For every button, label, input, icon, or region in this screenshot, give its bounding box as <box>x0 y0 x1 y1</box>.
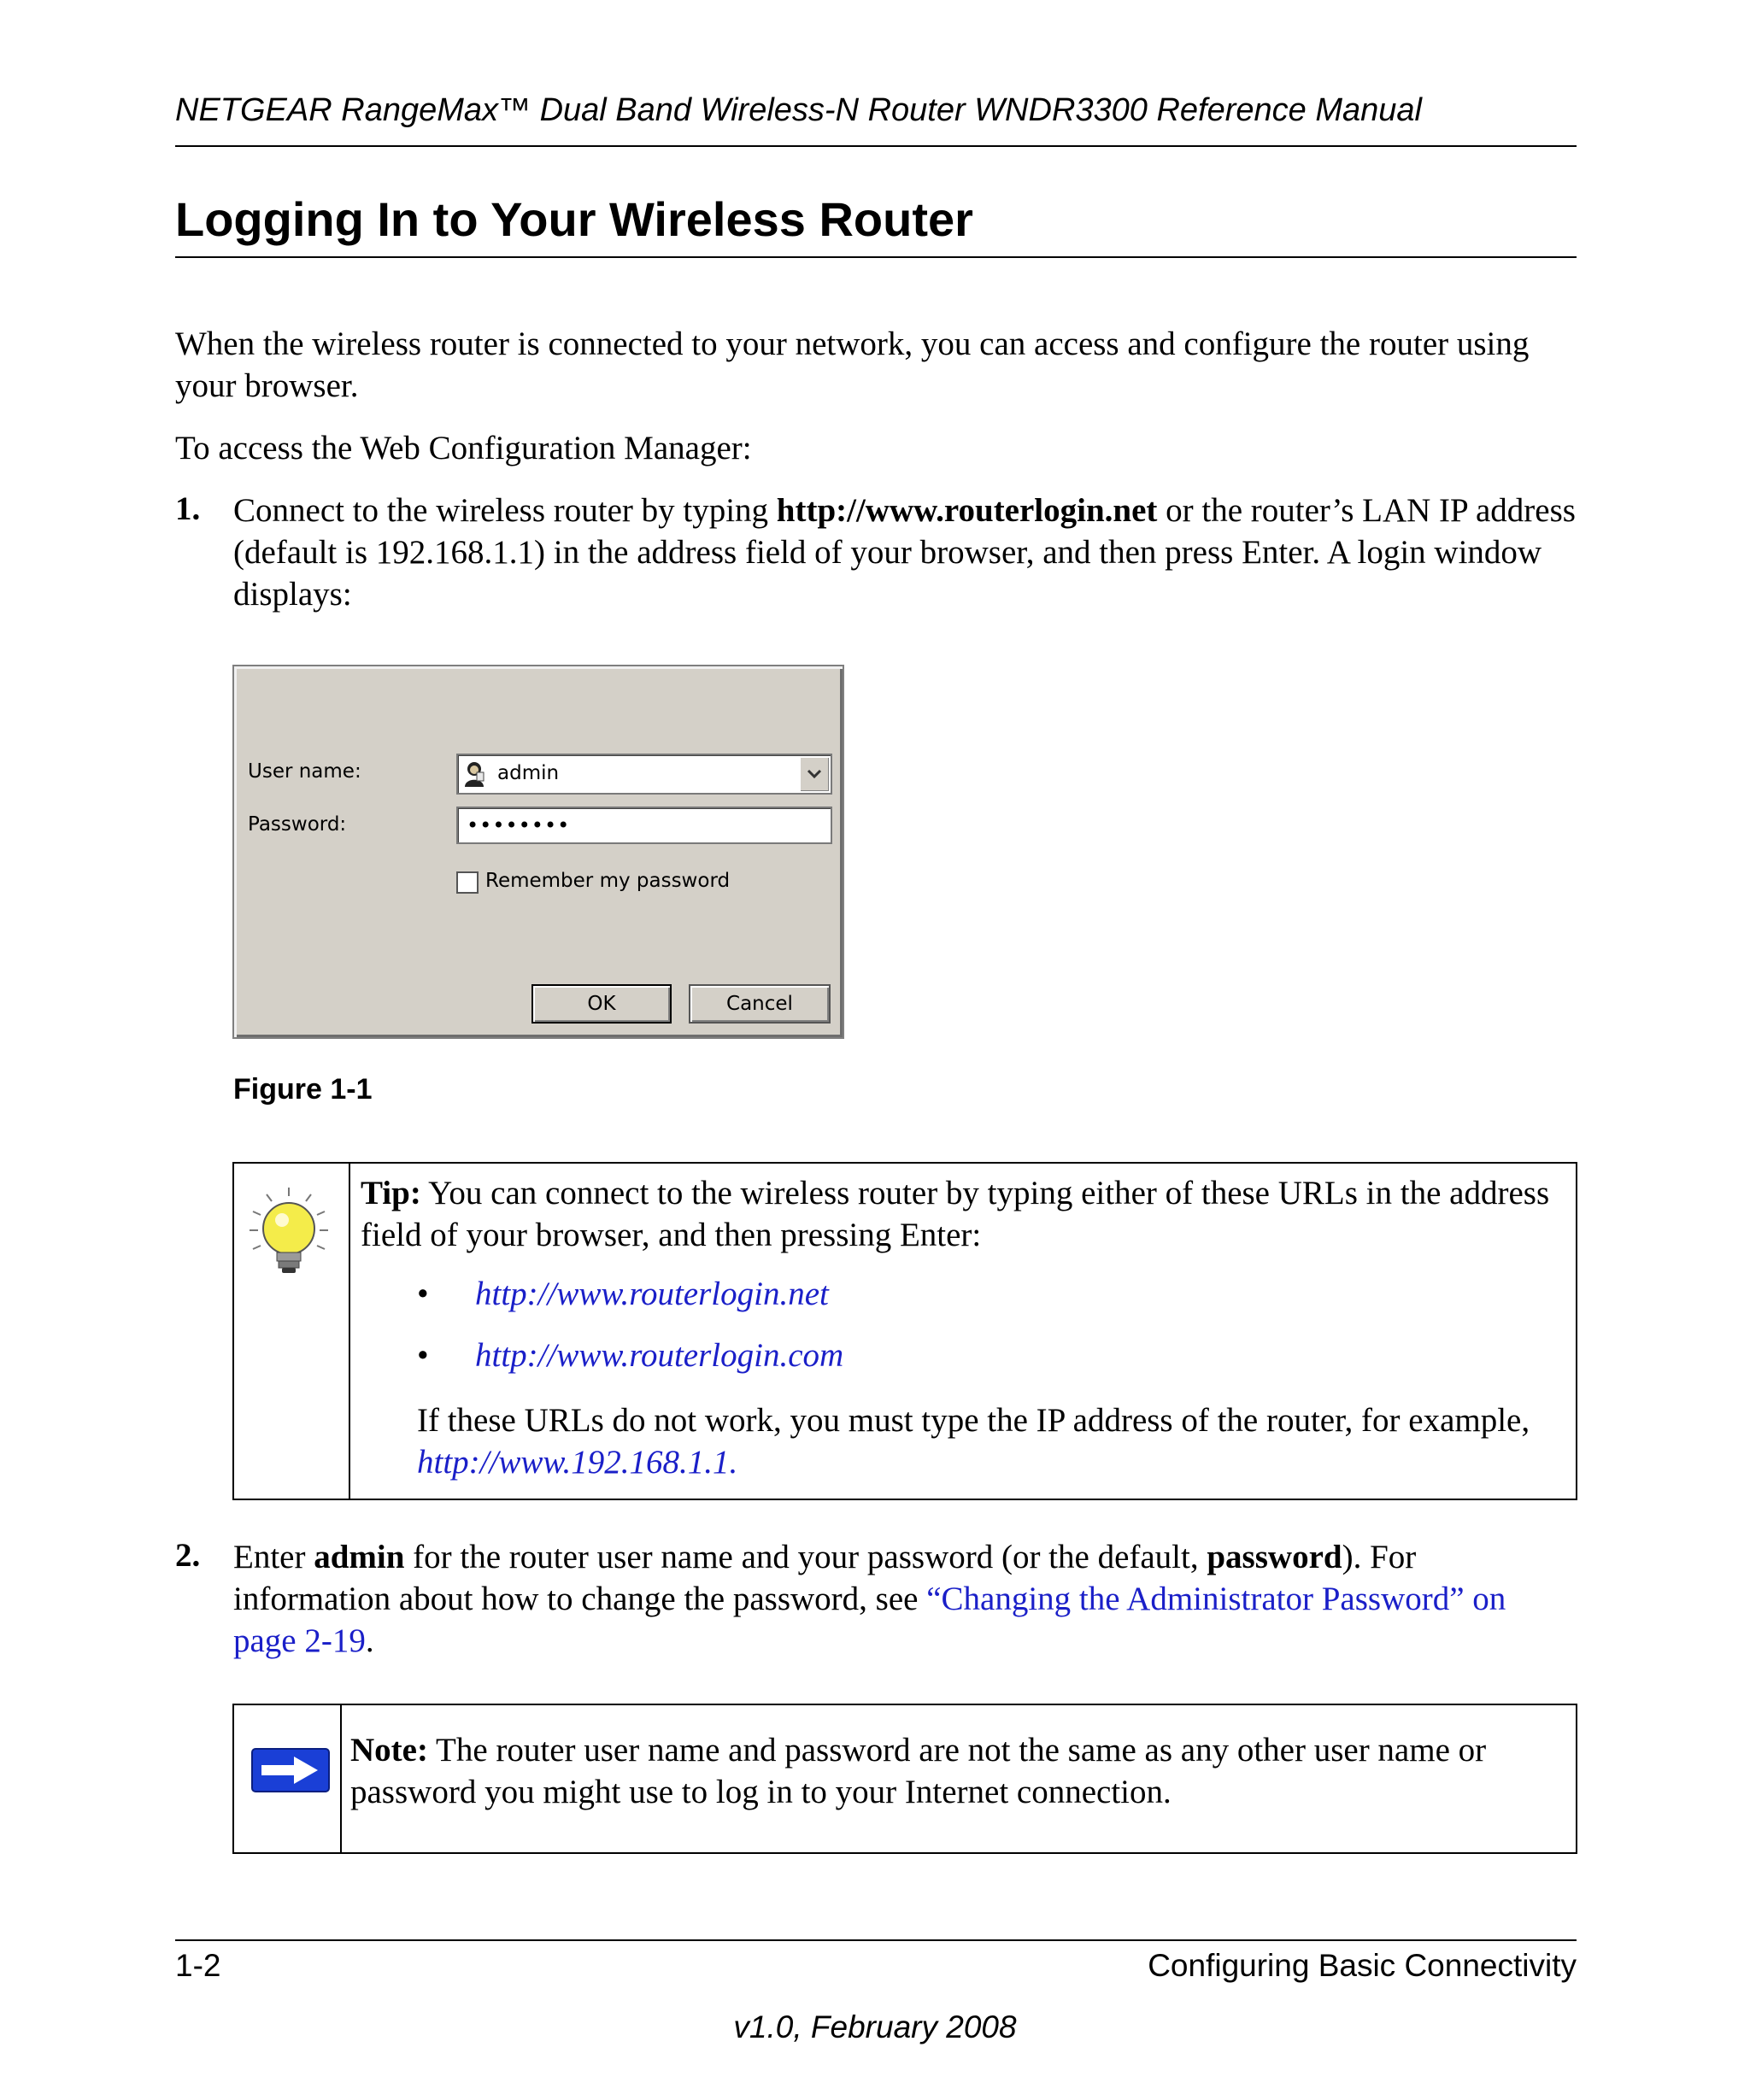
note-box <box>232 1704 1577 1854</box>
intro-paragraph: When the wireless router is connected to your network, you can access and configure the router using your browser. <box>175 326 1530 404</box>
remember-password-label[interactable]: Remember my password <box>485 870 731 892</box>
cancel-button[interactable]: Cancel <box>689 984 831 1024</box>
password-field[interactable] <box>456 807 832 844</box>
password-value: •••••••• <box>467 813 571 837</box>
figure-caption: Figure 1-1 <box>233 1073 373 1106</box>
tip-lead: Tip: <box>361 1175 421 1211</box>
username-label: User name: <box>248 760 361 783</box>
username-combobox[interactable] <box>456 754 832 795</box>
ip-address-link[interactable]: http://www.192.168.1.1. <box>417 1444 738 1481</box>
user-avatar-icon <box>463 760 487 788</box>
running-header: NETGEAR RangeMax™ Dual Band Wireless-N Router WNDR3300 Reference Manual <box>175 92 1422 128</box>
remember-password-checkbox[interactable] <box>456 871 479 894</box>
change-password-link[interactable]: “Changing the Administrator Password” on page 2-19 <box>233 1581 1506 1659</box>
note-box-divider <box>340 1705 342 1852</box>
step-1-text: Connect to the wireless router by typing http://www.routerlogin.net or the router’s LAN IP address (default is 192.168.1.1) in the address field of your browser, and then press Enter. A login window displays: <box>233 492 1576 613</box>
chevron-down-icon[interactable] <box>800 757 829 791</box>
lightbulb-icon <box>241 1182 337 1278</box>
tip-box <box>232 1162 1577 1500</box>
version-line: v1.0, February 2008 <box>733 2009 1017 2044</box>
header-rule <box>175 145 1577 147</box>
section-title: Logging In to Your Wireless Router <box>175 192 973 246</box>
page-number: 1-2 <box>175 1948 221 1983</box>
login-dialog-screenshot <box>232 665 844 1039</box>
step-1-number: 1. <box>175 490 201 527</box>
tip-fallback-text: If these URLs do not work, you must type the IP address of the router, for example, http://www.192.168.1.1. <box>417 1402 1530 1481</box>
note-lead: Note: <box>350 1732 428 1769</box>
access-paragraph: To access the Web Configuration Manager: <box>175 430 752 466</box>
step-2-number: 2. <box>175 1537 201 1574</box>
router-url: http://www.routerlogin.net <box>776 492 1158 529</box>
tip-bullet-symbol-1: • <box>417 1276 429 1312</box>
step-2-text: Enter admin for the router user name and your password (or the default, password). For information about how to change the password, see “Changing the Administrator Password” on page 2-19. <box>233 1539 1506 1659</box>
password-label: Password: <box>248 813 347 836</box>
title-rule <box>175 256 1577 258</box>
tip-bullet-symbol-2: • <box>417 1337 429 1374</box>
tip-text: Tip: You can connect to the wireless router by typing either of these URLs in the address field of your browser, and then pressing Enter: <box>361 1175 1550 1253</box>
chapter-title: Configuring Basic Connectivity <box>1148 1948 1577 1983</box>
tip-url-link-1[interactable]: http://www.routerlogin.net <box>475 1276 829 1312</box>
ok-button[interactable]: OK <box>531 984 672 1024</box>
tip-box-divider <box>349 1164 350 1499</box>
footer-rule <box>175 1939 1577 1941</box>
username-value: admin <box>497 762 560 784</box>
tip-url-link-2[interactable]: http://www.routerlogin.com <box>475 1337 844 1374</box>
note-text: Note: The router user name and password are not the same as any other user name or password you might use to log in to your Internet connection. <box>350 1732 1487 1810</box>
arrow-right-icon <box>251 1748 330 1792</box>
